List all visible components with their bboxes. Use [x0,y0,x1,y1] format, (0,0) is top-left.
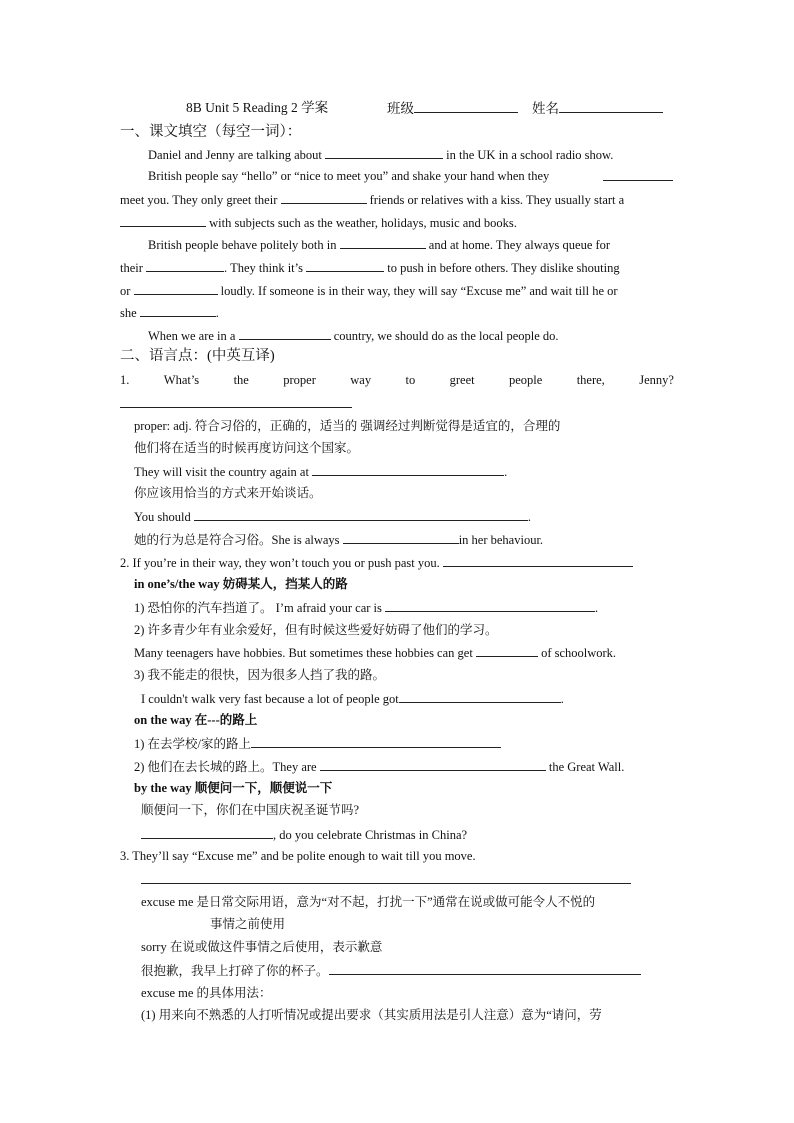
text: 2. If you’re in their way, they won’t touch you or push past you. [120,556,443,570]
proper-ex2-cn: 你应该用恰当的方式来开始谈话。 [134,486,322,500]
passage-line-7 [120,282,618,299]
text: and at home. They always queue for [425,238,611,252]
worksheet-title: 8B Unit 5 Reading 2 学案 [186,100,329,115]
blank-8[interactable] [134,282,218,295]
excuse-me-definition: excuse me 是日常交际用语，意为“对不起，打扰一下”通常在说或做可能令人不悦的 [141,895,596,909]
word: greet [449,373,475,387]
text: I couldn't walk very fast because a lot of people got [141,692,399,706]
passage-line-2 [148,168,549,184]
excuse-me-usage: excuse me 的具体用法： [141,986,272,1000]
text: or [120,284,134,298]
excuse-me-definition-cont: 事情之前使用 [210,917,286,931]
by-way-blank[interactable] [141,826,273,839]
text: loudly. If someone is in their way, they will say “Excuse me” and wait till he or [217,284,618,298]
name-label: 姓名 [532,101,559,116]
class-blank[interactable] [414,100,518,113]
word: to [405,373,416,387]
in-way-ex2-cn: 2) 许多青少年有业余爱好，但有时候这些爱好妨碍了他们的学习。 [134,623,498,637]
text: . [595,601,599,615]
text: . [215,306,219,320]
blank-9[interactable] [140,304,216,317]
word: people [508,373,543,387]
text: the Great Wall. [545,760,625,774]
text: British people behave politely both in [148,238,340,252]
proper-definition: proper: adj. 符合习俗的，正确的，适当的 强调经过判断觉得是适宜的，合理的 [134,419,561,433]
question-2 [120,554,633,571]
text: . [504,465,508,479]
sorry-example-blank[interactable] [329,962,641,975]
in-way-ex1 [134,599,598,616]
question-3: 3. They’ll say “Excuse me” and be polite enough to wait till you move. [120,849,476,863]
text: 很抱歉，我早上打碎了你的杯子。 [141,964,329,978]
in-way-ex3-cn: 3) 我不能走的很快，因为很多人挡了我的路。 [134,668,386,682]
passage-line-9 [148,327,559,344]
passage-line-6 [120,259,620,276]
text: to push in before others. They dislike shouting [384,261,620,275]
header-line [186,100,328,116]
blank-10[interactable] [239,327,331,340]
text: 她的行为总是符合习俗。She is always [134,533,343,547]
text: You should [134,510,194,524]
blank-7[interactable] [306,259,384,272]
text: their [120,261,147,275]
proper-ex3-blank[interactable] [343,531,459,544]
word: way [350,373,372,387]
in-way-ex3-en [141,690,564,707]
text: 1) 恐怕你的汽车挡道了。 I’m afraid your car is [134,601,385,615]
passage-line-1 [148,146,613,163]
word: What’s [163,373,200,387]
in-way-ex2-en [134,644,616,661]
blank-5[interactable] [340,236,426,249]
by-way-en [141,826,467,843]
text: of schoolwork. [537,646,617,660]
text: friends or relatives with a kiss. They usually start a [366,193,625,207]
passage-line-5 [148,236,610,253]
text: in her behaviour. [458,533,544,547]
proper-ex2-blank[interactable] [194,508,528,521]
blank-1[interactable] [325,146,443,159]
q1-answer-wrap [120,395,352,412]
text: with subjects such as the weather, holidays, music and books. [206,216,517,230]
on-way-ex1-blank[interactable] [251,735,501,748]
proper-ex1-blank[interactable] [312,463,504,476]
name-blank[interactable] [559,100,663,113]
phrase-by-the-way: by the way 顺便问一下，顺便说一下 [134,781,333,795]
name-field [532,100,663,117]
section2-heading: 二、语言点：(中英互译) [120,348,275,364]
text: Daniel and Jenny are talking about [148,148,326,162]
proper-ex1-cn: 他们将在适当的时候再度访问这个国家。 [134,441,360,455]
q2-answer-blank[interactable] [443,554,633,567]
phrase-in-the-way: in one’s/the way 妨碍某人，挡某人的路 [134,577,348,591]
in-way-ex1-blank[interactable] [385,599,595,612]
text: Many teenagers have hobbies. But sometimes these hobbies can get [134,646,476,660]
passage-line-8 [120,304,219,321]
question-1 [120,372,674,388]
by-way-cn: 顺便问一下，你们在中国庆祝圣诞节吗? [141,803,360,817]
text: , do you celebrate Christmas in China? [273,828,468,842]
passage-line-4 [120,214,517,231]
on-way-ex2-blank[interactable] [320,758,546,771]
blank-6[interactable] [146,259,224,272]
class-field [387,100,518,117]
text: in the UK in a school radio show. [443,148,614,162]
in-way-ex2-blank[interactable] [476,644,538,657]
word: 1. [120,373,130,387]
blank-2-wrap [603,168,673,185]
text: 2) 他们在去长城的路上。They are [134,760,320,774]
text: They will visit the country again at [134,465,313,479]
word: Jenny? [639,373,674,387]
sorry-definition: sorry 在说或做这件事情之后使用，表示歉意 [141,940,383,954]
word: proper [283,373,316,387]
blank-4[interactable] [120,214,206,227]
text: When we are in a [148,329,239,343]
in-way-ex3-blank[interactable] [399,690,561,703]
text: country, we should do as the local people do. [330,329,559,343]
text: . [527,510,531,524]
text: 1) 在去学校/家的路上 [134,737,252,751]
excuse-me-usage-1: (1) 用来向不熟悉的人打听情况或提出要求（其实质用法是引人注意）意为“请问，劳 [141,1008,602,1022]
class-label: 班级 [387,101,414,116]
text: . They think it’s [224,261,307,275]
q3-answer-blank[interactable] [141,871,631,884]
text: British people say “hello” or “nice to meet you” and shake your hand when they [148,169,550,183]
text: meet you. They only greet their [120,193,281,207]
proper-ex3 [134,531,543,548]
passage-line-3 [120,191,624,208]
on-way-ex1 [134,735,501,752]
word: the [233,373,249,387]
phrase-on-the-way: on the way 在---的路上 [134,713,258,727]
on-way-ex2 [134,758,624,775]
q3-answer-wrap [141,871,631,888]
text: . [560,692,564,706]
text: she [120,306,140,320]
blank-2[interactable] [603,168,673,181]
word: there, [576,373,605,387]
section1-heading: 一、课文填空（每空一词）： [120,124,302,140]
blank-3[interactable] [281,191,367,204]
q1-answer-blank[interactable] [120,395,352,408]
proper-ex2-en [134,508,531,525]
proper-ex1-en [134,463,507,480]
sorry-example [141,962,641,979]
